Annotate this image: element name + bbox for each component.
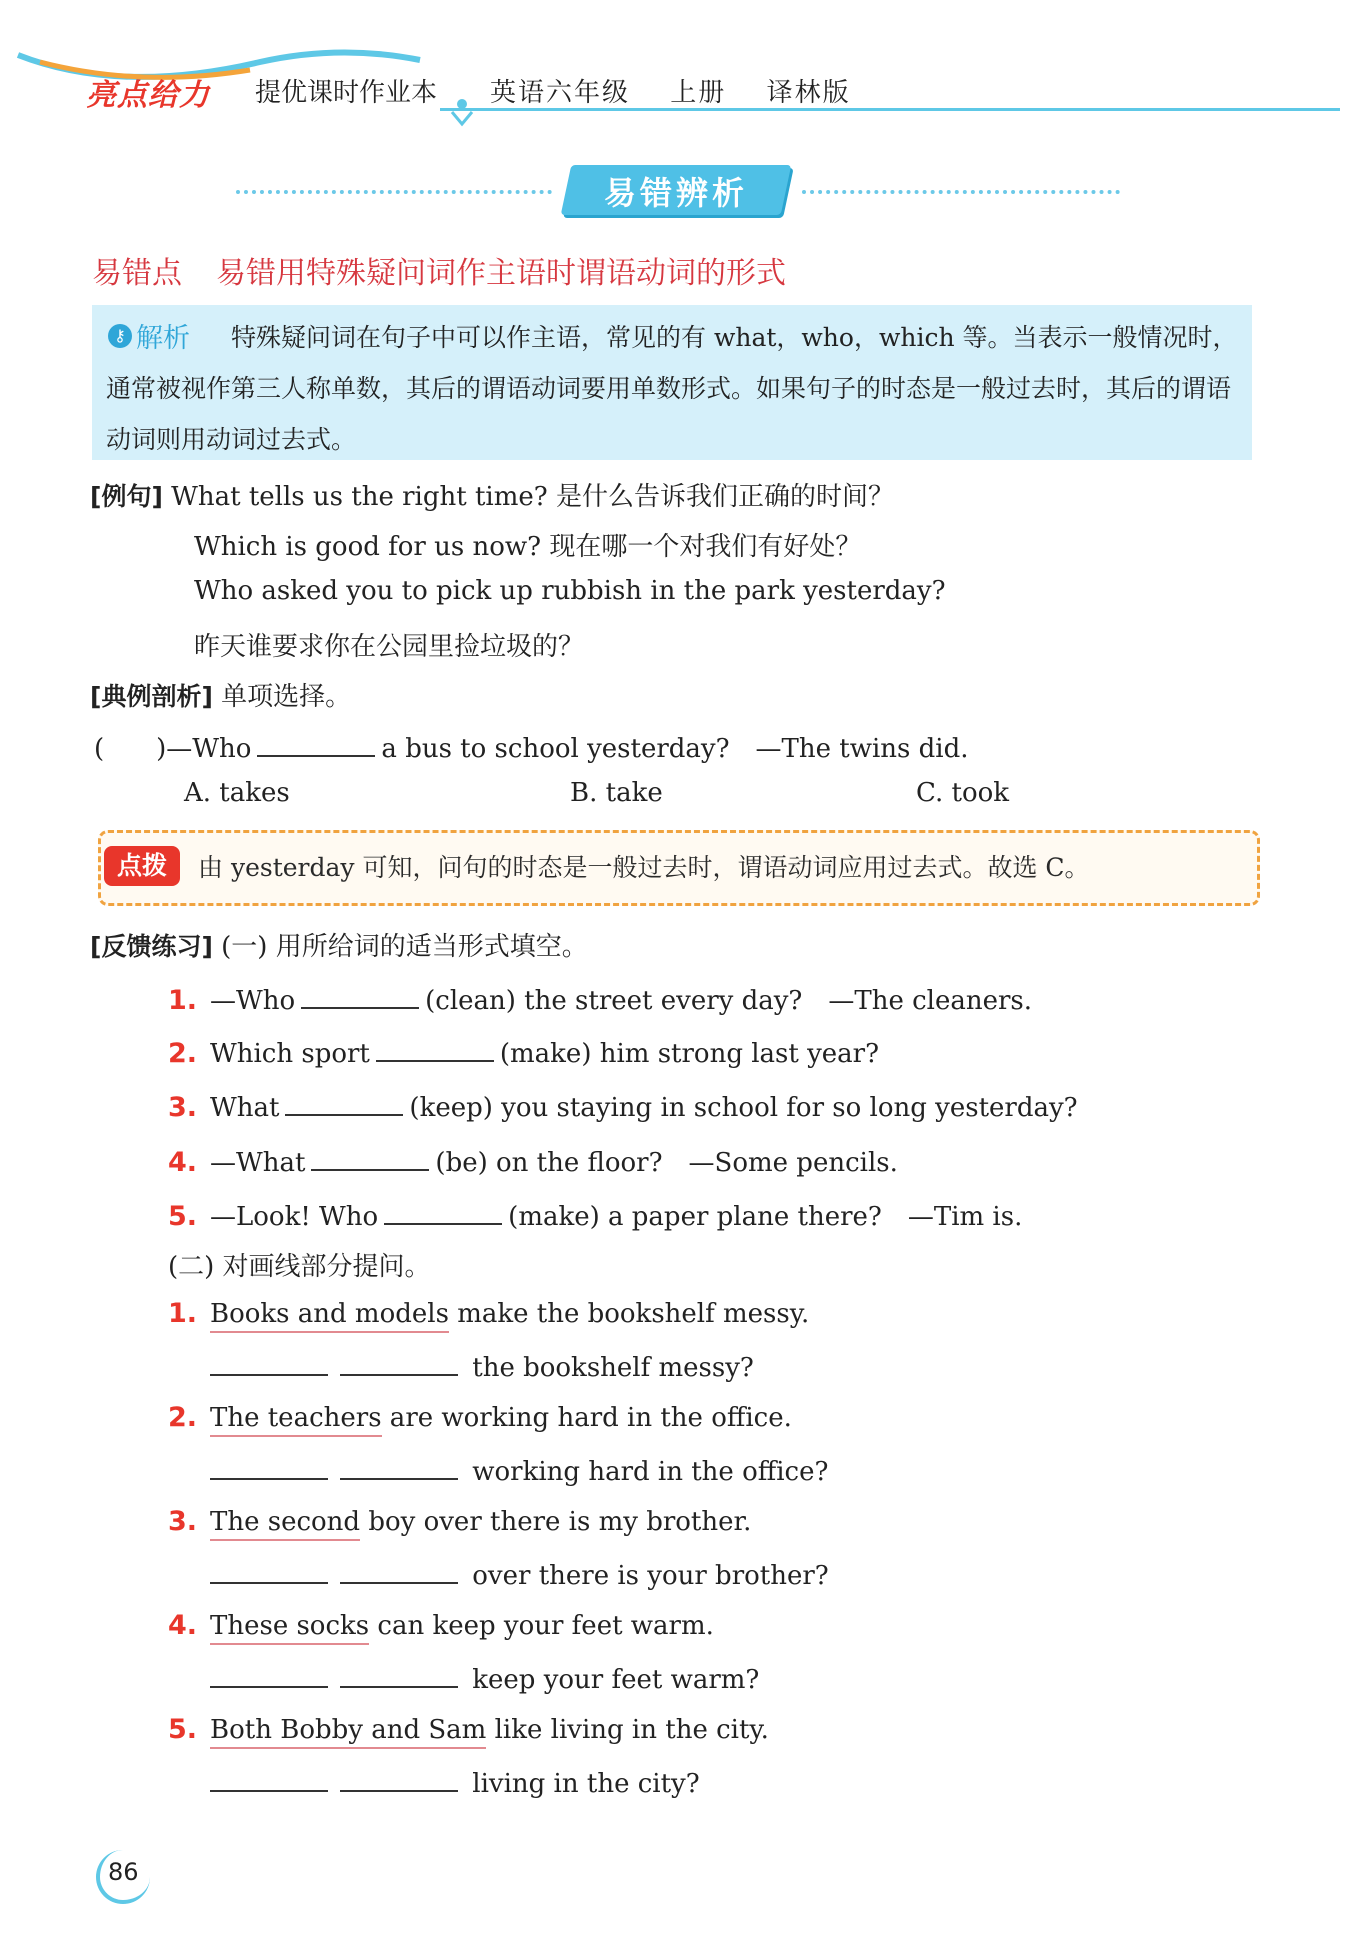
- typical-label: [典例剖析]: [90, 682, 213, 711]
- list-item: [168, 1088, 1078, 1123]
- underlined-phrase: The second: [210, 1507, 360, 1541]
- item-text: can keep your feet warm.: [369, 1611, 714, 1641]
- example-line-4: 昨天谁要求你在公园里捡垃圾的？: [194, 632, 585, 662]
- analysis-text: 特殊疑问词在句子中可以作主语，常见的有 what，who，which 等。当表示一般情况时，通常被视作第三人称单数，其后的谓语动词要用单数形式。如果句子的时态是一般过去时，其后的谓语动词则用动词过去式。: [106, 323, 1238, 454]
- typical-question: [94, 728, 969, 765]
- item-text: boy over there is my brother.: [360, 1507, 752, 1537]
- page-number: 86: [108, 1858, 139, 1886]
- example-line-3: Who asked you to pick up rubbish in the park yesterday?: [194, 576, 946, 606]
- example-line-2: Which is good for us now? 现在哪一个对我们有好处？: [194, 532, 862, 562]
- example-sentence: What tells us the right time? 是什么告诉我们正确的时间？: [171, 482, 894, 512]
- series-title: 提优课时作业本: [255, 78, 438, 108]
- list-item: [168, 1714, 769, 1745]
- underlined-phrase: The teachers: [210, 1403, 382, 1437]
- section-banner: 易错辨析: [603, 174, 748, 212]
- list-item: [168, 1298, 809, 1329]
- underlined-phrase: These socks: [210, 1611, 369, 1645]
- answer-tail: the bookshelf messy?: [472, 1353, 754, 1383]
- practice-heading: [90, 926, 588, 963]
- answer-line: [204, 1348, 754, 1383]
- list-item: [168, 1610, 714, 1641]
- item-text: (clean) the street every day? —The cleaners.: [425, 986, 1033, 1016]
- item-number: 5.: [168, 1201, 198, 1232]
- list-item: [168, 1142, 898, 1179]
- list-item: [168, 1034, 879, 1069]
- analysis-label: [108, 316, 190, 355]
- answer-line: [204, 1764, 700, 1799]
- list-item: [168, 1506, 751, 1537]
- header-divider: [440, 108, 1340, 111]
- volume-label: 上册: [670, 78, 727, 108]
- item-text: (make) him strong last year?: [499, 1039, 880, 1069]
- list-item: [168, 1196, 1022, 1233]
- page-header: [0, 0, 1350, 130]
- error-point-tag: 易错点: [92, 256, 182, 291]
- answer-blank: [340, 1556, 458, 1584]
- example-line-1: [90, 476, 894, 513]
- practice-label: [反馈练习]: [90, 932, 213, 961]
- typical-instruction: 单项选择。: [221, 682, 352, 712]
- error-point-text: 易错用特殊疑问词作主语时谓语动词的形式: [216, 256, 786, 291]
- option-a: A. takes: [184, 778, 290, 808]
- answer-blank: [210, 1348, 328, 1376]
- item-text: —Look! Who: [210, 1202, 379, 1232]
- item-number: 5.: [168, 1714, 198, 1745]
- hint-badge: 点拨: [104, 846, 180, 886]
- option-c: C. took: [916, 778, 1010, 808]
- answer-blank: [210, 1556, 328, 1584]
- item-number: 1.: [168, 1298, 198, 1329]
- item-number: 4.: [168, 1147, 198, 1178]
- answer-blank: [285, 1088, 403, 1116]
- question-stem-start: ( )—Who: [94, 734, 252, 764]
- typical-heading: [90, 676, 351, 713]
- answer-line: [204, 1452, 828, 1487]
- option-b: B. take: [570, 778, 663, 808]
- answer-tail: over there is your brother?: [472, 1561, 829, 1591]
- answer-tail: keep your feet warm?: [472, 1665, 760, 1695]
- item-text: Which sport: [210, 1039, 370, 1069]
- item-text: (keep) you staying in school for so long yesterday?: [409, 1093, 1078, 1123]
- list-item: [168, 980, 1032, 1017]
- underlined-phrase: Both Bobby and Sam: [210, 1715, 486, 1749]
- item-number: 1.: [168, 985, 198, 1016]
- answer-blank: [340, 1452, 458, 1480]
- answer-line: [204, 1556, 829, 1591]
- brand-logo: 亮点给力: [86, 78, 210, 113]
- question-stem-end: a bus to school yesterday? —The twins did.: [381, 734, 969, 764]
- answer-blank: [376, 1034, 494, 1062]
- analysis-label-text: 解析: [136, 323, 190, 354]
- item-number: 4.: [168, 1610, 198, 1641]
- item-text: —Who: [210, 986, 296, 1016]
- item-text: (make) a paper plane there? —Tim is.: [508, 1202, 1023, 1232]
- answer-blank: [311, 1143, 429, 1171]
- answer-blank: [257, 729, 375, 757]
- banner-dots-right: [802, 190, 1120, 194]
- item-number: 3.: [168, 1506, 198, 1537]
- part2-title: (二) 对画线部分提问。: [168, 1252, 431, 1282]
- item-text: —What: [210, 1148, 306, 1178]
- book-info: [490, 72, 881, 109]
- item-text: What: [210, 1093, 280, 1123]
- answer-blank: [210, 1660, 328, 1688]
- list-item: [168, 1402, 792, 1433]
- example-label: [例句]: [90, 482, 163, 511]
- item-text: make the bookshelf messy.: [448, 1299, 810, 1329]
- item-text: like living in the city.: [486, 1715, 769, 1745]
- answer-blank: [210, 1452, 328, 1480]
- answer-blank: [340, 1348, 458, 1376]
- item-text: are working hard in the office.: [381, 1403, 792, 1433]
- item-number: 2.: [168, 1402, 198, 1433]
- subject-label: 英语六年级: [490, 78, 631, 108]
- answer-blank: [301, 981, 419, 1009]
- answer-line: [204, 1660, 759, 1695]
- part1-title: (一) 用所给词的适当形式填空。: [221, 932, 588, 962]
- item-number: 3.: [168, 1092, 198, 1123]
- item-text: (be) on the floor? —Some pencils.: [435, 1148, 898, 1178]
- answer-tail: working hard in the office?: [472, 1457, 829, 1487]
- answer-tail: living in the city?: [472, 1769, 700, 1799]
- edition-label: 译林版: [766, 78, 851, 108]
- answer-blank: [384, 1197, 502, 1225]
- answer-blank: [340, 1660, 458, 1688]
- answer-blank: [210, 1764, 328, 1792]
- underlined-phrase: Books and models: [210, 1299, 449, 1333]
- key-icon: ⚷: [108, 324, 132, 348]
- hint-text: 由 yesterday 可知，问句的时态是一般过去时，谓语动词应用过去式。故选 C。: [198, 853, 1090, 882]
- banner-dots-left: [236, 190, 552, 194]
- item-number: 2.: [168, 1038, 198, 1069]
- error-point-title: [92, 248, 786, 292]
- answer-blank: [340, 1764, 458, 1792]
